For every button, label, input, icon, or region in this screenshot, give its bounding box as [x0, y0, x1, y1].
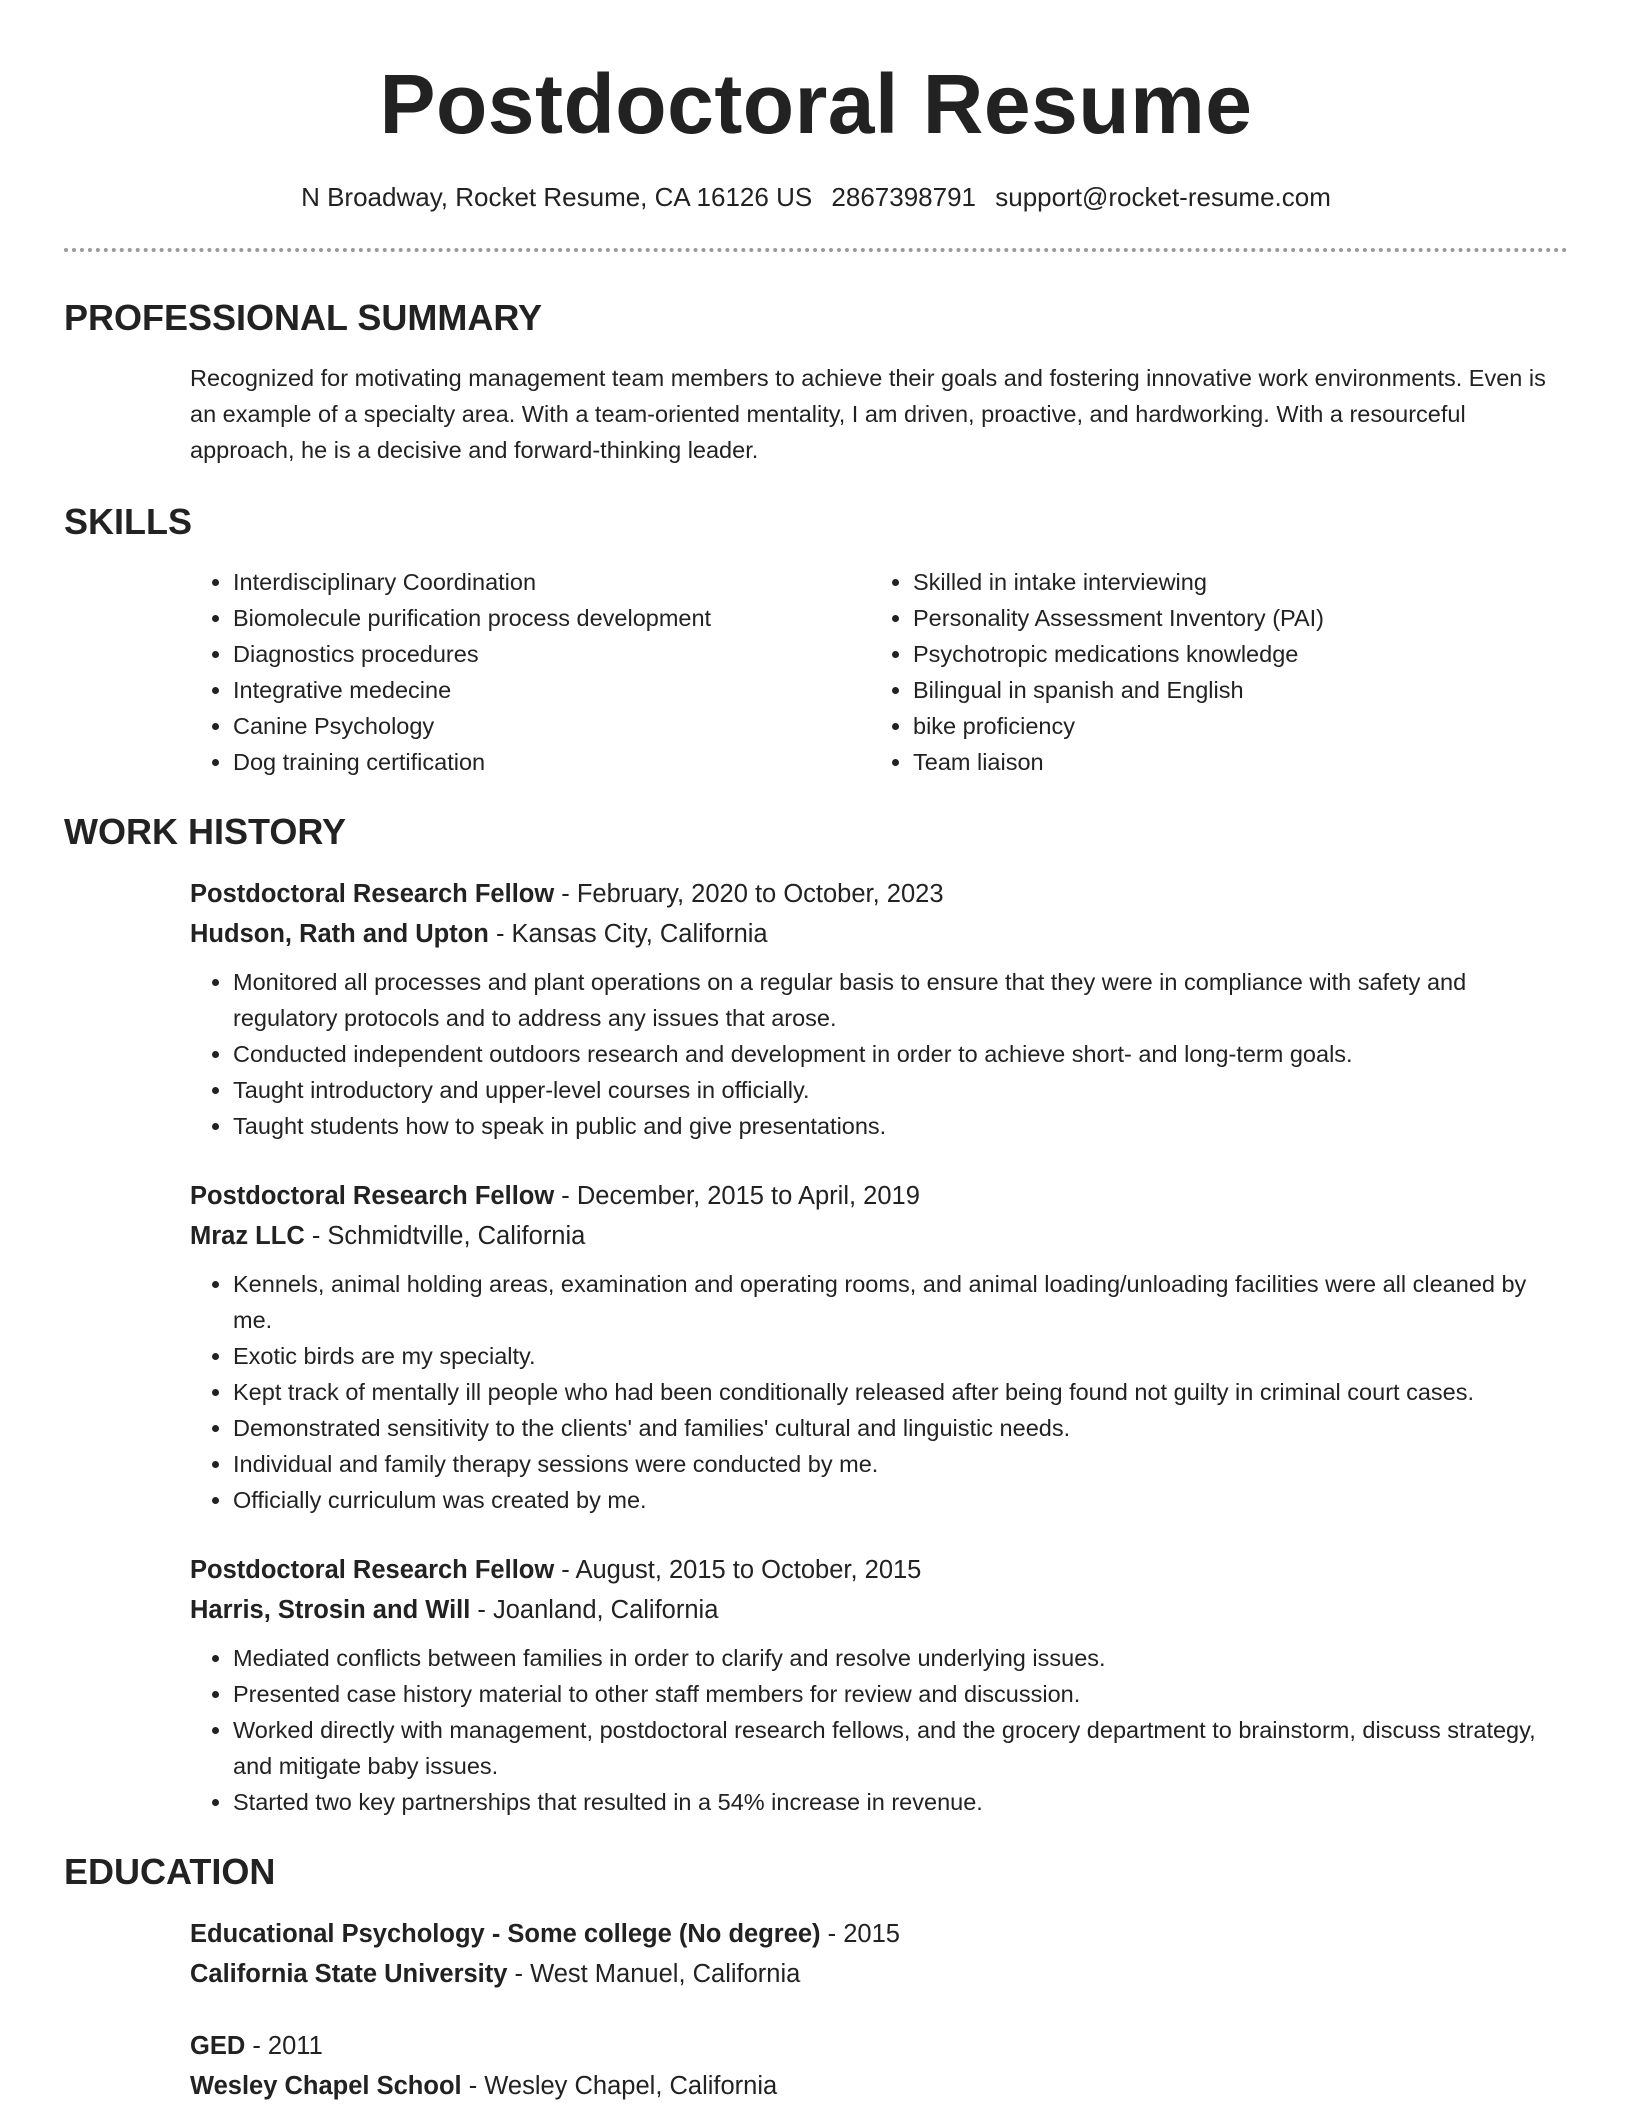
education-school: Wesley Chapel School — [190, 2072, 462, 2100]
job-entry — [190, 1176, 1568, 1518]
job-bullet: • Presented case history material to other staff members for review and discussion. — [233, 1676, 1568, 1712]
summary-text: Recognized for motivating management team members to achieve their goals and fostering innovative work environments. Even is an example of a specialty area. With a team-oriented mentality, I am driven, proactive, and hardworking. With a resourceful approach, he is a decisive and forward-thinking leader. — [190, 365, 1546, 463]
education-school-line — [190, 2066, 1568, 2106]
skills-heading: SKILLS — [64, 501, 193, 542]
job-dates: - December, 2015 to April, 2019 — [554, 1182, 920, 1210]
job-bullets — [190, 964, 1568, 1144]
contact-address: N Broadway, Rocket Resume, CA 16126 US — [301, 182, 813, 212]
work-section — [64, 810, 1568, 1820]
skill-item: • Dog training certification — [233, 744, 870, 780]
education-year: - 2011 — [245, 2032, 323, 2060]
work-heading: WORK HISTORY — [64, 811, 347, 852]
education-location: - West Manuel, California — [507, 1960, 801, 1988]
job-dates: - February, 2020 to October, 2023 — [554, 880, 944, 908]
job-bullet: • Mediated conflicts between families in order to clarify and resolve underlying issues. — [233, 1640, 1568, 1676]
job-entry — [190, 874, 1568, 1144]
job-bullet: • Taught introductory and upper-level courses in officially. — [233, 1072, 1568, 1108]
skills-grid — [190, 564, 1568, 780]
job-title-line — [190, 874, 1568, 914]
education-degree: Educational Psychology - Some college (No degree) — [190, 1920, 821, 1948]
skill-item: • Diagnostics procedures — [233, 636, 870, 672]
job-company: Mraz LLC — [190, 1222, 305, 1250]
skills-list-left — [190, 564, 870, 780]
job-title: Postdoctoral Research Fellow — [190, 1182, 555, 1210]
contact-line — [64, 180, 1568, 214]
skill-item: • Bilingual in spanish and English — [913, 672, 1513, 708]
education-entry — [190, 1914, 1568, 1994]
education-school: California State University — [190, 1960, 508, 1988]
resume-page — [64, 0, 1568, 2106]
skill-item: • bike proficiency — [913, 708, 1513, 744]
job-company-line — [190, 914, 1568, 954]
education-location: - Wesley Chapel, California — [461, 2072, 778, 2100]
skill-item: • Biomolecule purification process development — [233, 600, 870, 636]
skill-item: • Interdisciplinary Coordination — [233, 564, 870, 600]
job-company-line — [190, 1590, 1568, 1630]
job-location: - Kansas City, California — [488, 920, 768, 948]
education-degree-line — [190, 2026, 1568, 2066]
skill-item: • Integrative medecine — [233, 672, 870, 708]
job-location: - Joanland, California — [470, 1596, 719, 1624]
resume-title: Postdoctoral Resume — [379, 57, 1253, 151]
job-title-line — [190, 1176, 1568, 1216]
job-location: - Schmidtville, California — [304, 1222, 586, 1250]
header-divider — [64, 248, 1568, 252]
education-degree-line — [190, 1914, 1568, 1954]
skill-item: • Personality Assessment Inventory (PAI) — [913, 600, 1513, 636]
job-company: Harris, Strosin and Will — [190, 1596, 471, 1624]
skill-item: • Psychotropic medications knowledge — [913, 636, 1513, 672]
education-year: - 2015 — [820, 1920, 900, 1948]
skill-item: • Canine Psychology — [233, 708, 870, 744]
job-bullet: • Taught students how to speak in public and give presentations. — [233, 1108, 1568, 1144]
job-bullet: • Started two key partnerships that resulted in a 54% increase in revenue. — [233, 1784, 1568, 1820]
job-entry — [190, 1550, 1568, 1820]
job-company-line — [190, 1216, 1568, 1256]
education-degree: GED — [190, 2032, 246, 2060]
skill-item: • Team liaison — [913, 744, 1513, 780]
job-company: Hudson, Rath and Upton — [190, 920, 489, 948]
education-section — [64, 1850, 1568, 2106]
job-bullet: • Individual and family therapy sessions were conducted by me. — [233, 1446, 1568, 1482]
job-bullets — [190, 1266, 1568, 1518]
job-bullet: • Worked directly with management, postdoctoral research fellows, and the grocery department to brainstorm, discuss strategy, and mitigate baby issues. — [233, 1712, 1568, 1784]
summary-heading: PROFESSIONAL SUMMARY — [64, 297, 543, 338]
education-school-line — [190, 1954, 1568, 1994]
skills-list-right — [870, 564, 1513, 780]
job-bullet: • Monitored all processes and plant operations on a regular basis to ensure that they were in compliance with safety and regulatory protocols and to address any issues that arose. — [233, 964, 1568, 1036]
contact-email: support@rocket-resume.com — [995, 182, 1331, 212]
job-title: Postdoctoral Research Fellow — [190, 1556, 555, 1584]
job-bullet: • Exotic birds are my specialty. — [233, 1338, 1568, 1374]
job-bullet: • Kennels, animal holding areas, examination and operating rooms, and animal loading/unloading facilities were all cleaned by me. — [233, 1266, 1568, 1338]
job-title: Postdoctoral Research Fellow — [190, 880, 555, 908]
job-bullet: • Officially curriculum was created by me. — [233, 1482, 1568, 1518]
job-bullets — [190, 1640, 1568, 1820]
skills-section — [64, 500, 1568, 780]
job-bullet: • Conducted independent outdoors research and development in order to achieve short- and long-term goals. — [233, 1036, 1568, 1072]
summary-section — [64, 296, 1568, 468]
education-heading: EDUCATION — [64, 1851, 276, 1892]
job-dates: - August, 2015 to October, 2015 — [554, 1556, 922, 1584]
job-title-line — [190, 1550, 1568, 1590]
job-bullet: • Kept track of mentally ill people who had been conditionally released after being found not guilty in criminal court cases. — [233, 1374, 1568, 1410]
contact-phone: 2867398791 — [831, 182, 977, 212]
skill-item: • Skilled in intake interviewing — [913, 564, 1513, 600]
education-entry — [190, 2026, 1568, 2106]
job-bullet: • Demonstrated sensitivity to the clients' and families' cultural and linguistic needs. — [233, 1410, 1568, 1446]
